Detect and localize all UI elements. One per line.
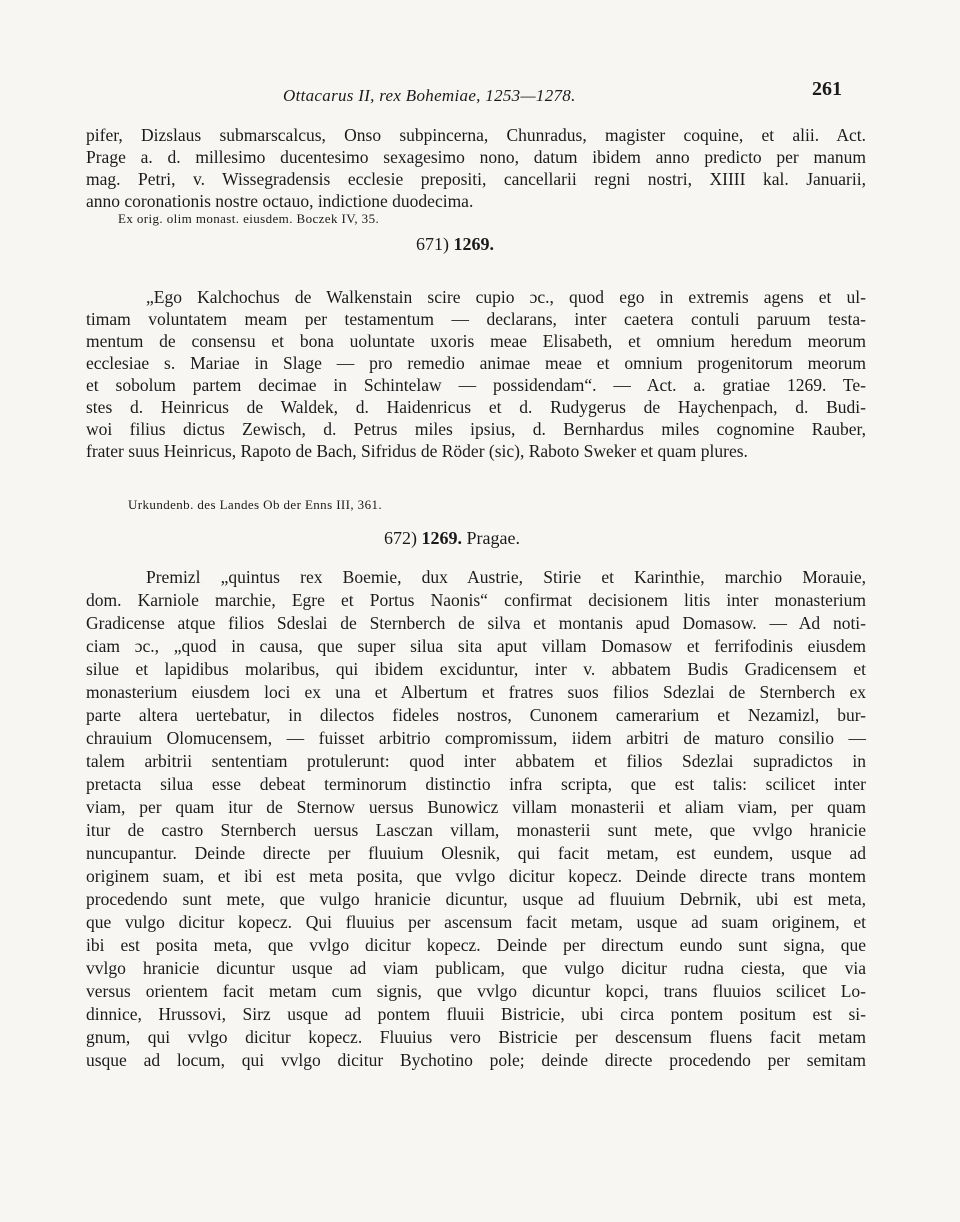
text-line: dinnice, Hrussovi, Sirz usque ad pontem fluuii Bistricie, ubi circa pontem positum est si- [86,1004,866,1024]
running-title: Ottacarus II, rex Bohemiae, 1253—1278. [283,86,576,105]
text-line: „Ego Kalchochus de Walkenstain scire cupio ɔc., quod ego in extremis agens et ul- [146,287,866,307]
text-line: Premizl „quintus rex Boemie, dux Austrie, Stirie et Karinthie, marchio Morauie, [146,567,866,587]
text-line: nuncupantur. Deinde directe per fluuium Olesnik, qui facit metam, est eundem, usque ad [86,843,866,863]
text-line: woi filius dictus Zewisch, d. Petrus miles ipsius, d. Bernhardus miles cognomine Rauber, [86,419,866,439]
text-line: frater suus Heinricus, Rapoto de Bach, Sifridus de Röder (sic), Raboto Sweker et quam plures. [86,441,748,461]
text-line: versus orientem facit metam cum signis, que vvlgo dicuntur kopci, trans fluuios scilicet Lo- [86,981,866,1001]
document-number: 672) [384,528,417,548]
text-line: parte altera uertebatur, in dilectos fideles nostros, Cunonem camerarium et Nezamizl, bur- [86,705,866,725]
page-header [0,78,960,112]
text-line: monasterium eiusdem loci ex una et Albertum et fratres suos filios Sdezlai de Sternberch ex [86,682,866,702]
text-line: que vulgo dicitur kopecz. Qui fluuius per ascensum facit metam, usque ad suam originem, et [86,912,866,932]
document-number: 671) [416,234,449,254]
text-line: vvlgo hranicie dicuntur usque ad viam publicam, que vulgo dicitur rudna ciesta, que via [86,958,866,978]
text-line: talem arbitrii sententiam protulerunt: quod inter abbatem et filios Sdezlai supradictos in [86,751,866,771]
source-citation-671: Urkundenb. des Landes Ob der Enns III, 361. [128,497,383,512]
text-line: ecclesiae s. Mariae in Slage — pro remedio animae meae et omnium progenitorum meorum [86,353,866,373]
text-line: dom. Karniole marchie, Egre et Portus Naonis“ confirmat decisionem litis inter monasterium [86,590,866,610]
text-line: et sobolum partem decimae in Schintelaw — possidendam“. — Act. a. gratiae 1269. Te- [86,375,866,395]
text-line: anno coronationis nostre octauo, indictione duodecima. [86,191,474,211]
text-line: pifer, Dizslaus submarscalcus, Onso subpincerna, Chunradus, magister coquine, et alii. Act. [86,125,866,145]
text-line: itur de castro Sternberch uersus Lasczan villam, monasterii sunt mete, que vvlgo hranicie [86,820,866,840]
text-line: Gradicense atque filios Sdeslai de Sternberch de silva et montanis apud Domasow. — Ad noti- [86,613,866,633]
document-heading-672 [384,528,520,549]
text-line: viam, per quam itur de Sternow uersus Bunowicz villam monasterii et aliam viam, per quam [86,797,866,817]
text-line: ibi est posita meta, que vvlgo dicitur kopecz. Deinde per directum eundo sunt signa, que [86,935,866,955]
text-line: ciam ɔc., „quod in causa, que super silua sita aput villam Domasow et ferrifodinis eiusdem [86,636,866,656]
text-line: stes d. Heinricus de Waldek, d. Haidenricus et d. Rudygerus de Haychenpach, d. Budi- [86,397,866,417]
text-line: timam voluntatem meam per testamentum — declarans, inter caetera contuli paruum testa- [86,309,866,329]
text-line: procedendo sunt mete, que vulgo hranicie dicuntur, usque ad fluuium Debrnik, ubi est meta, [86,889,866,909]
document-heading-671 [416,234,494,255]
document-year: 1269. [453,234,494,254]
source-citation-670: Ex orig. olim monast. eiusdem. Boczek IV, 35. [118,211,380,226]
document-year: 1269. [421,528,462,548]
text-line: mentum de consensu et bona uoluntate uxoris meae Elisabeth, et omnium heredum meorum [86,331,866,351]
text-line: silue et lapidibus molaribus, qui ibidem exciduntur, inter v. abbatem Budis Gradicensem et [86,659,866,679]
page-number: 261 [812,78,842,100]
document-place: Pragae. [466,528,520,548]
text-line: usque ad locum, qui vvlgo dicitur Bychotino pole; deinde directe procedendo per semitam [86,1050,866,1070]
text-line: pretacta silua esse debeat terminorum distinctio infra scripta, que est talis: scilicet inter [86,774,866,794]
text-line: chrauium Olomucensem, — fuisset arbitrio compromissum, iidem arbitri de maturo consilio — [86,728,866,748]
text-line: mag. Petri, v. Wissegradensis ecclesie prepositi, cancellarii regni nostri, XIIII kal. Januarii, [86,169,866,189]
text-line: originem suam, et ibi est meta posita, que vvlgo dicitur kopecz. Deinde directe trans montem [86,866,866,886]
text-line: Prage a. d. millesimo ducentesimo sexagesimo nono, datum ibidem anno predicto per manum [86,147,866,167]
text-line: gnum, qui vvlgo dicitur kopecz. Fluuius vero Bistricie per descensum fluens facit metam [86,1027,866,1047]
